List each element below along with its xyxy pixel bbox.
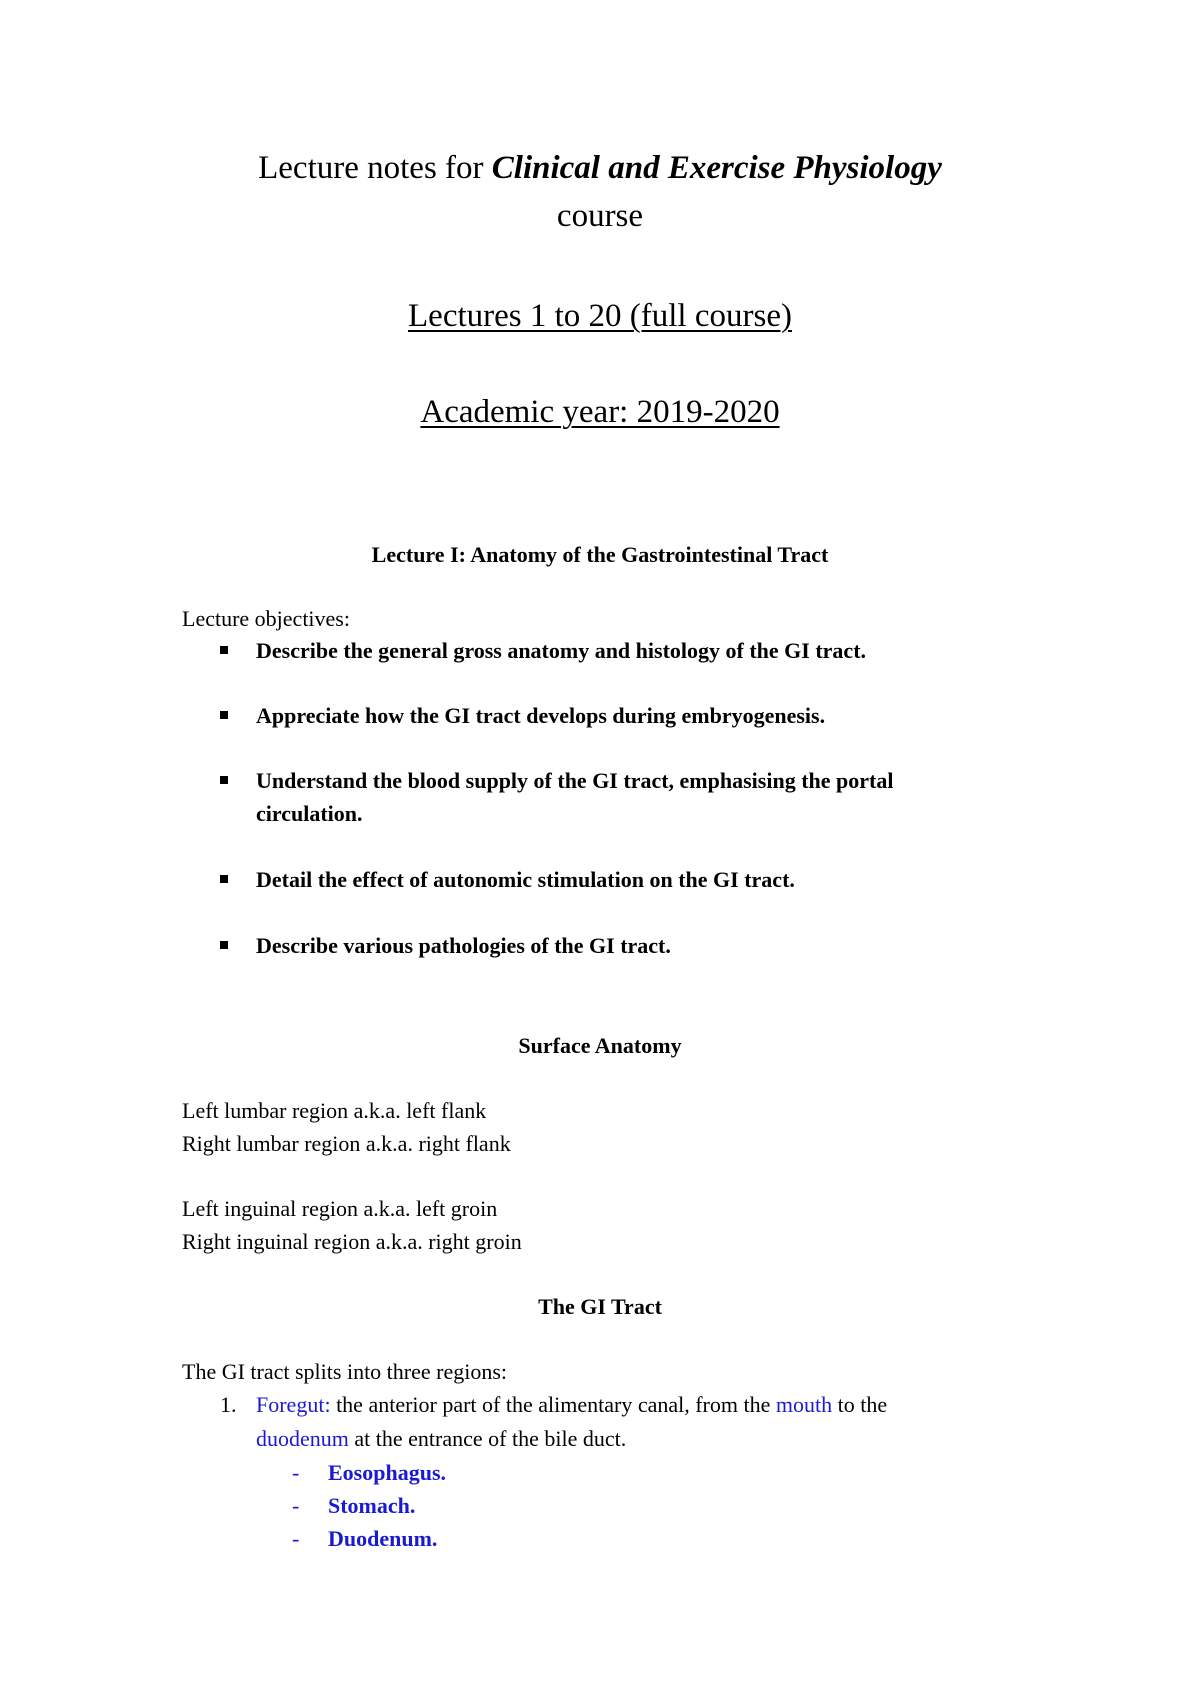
- objective-item: Describe the general gross anatomy and histology of the GI tract.: [256, 638, 867, 663]
- objectives-label: Lecture objectives:: [182, 606, 350, 631]
- surface-line: Right inguinal region a.k.a. right groin: [182, 1229, 522, 1254]
- surface-line: Left lumbar region a.k.a. left flank: [182, 1098, 487, 1123]
- document-title: [0, 148, 1200, 188]
- numbered-item-marker: 1.: [220, 1392, 237, 1417]
- dash-marker: -: [292, 1493, 300, 1518]
- sub-item: Duodenum.: [328, 1526, 438, 1551]
- foregut-line: [256, 1390, 887, 1420]
- foregut-text-b: to the: [832, 1392, 888, 1417]
- foregut-text-a: the anterior part of the alimentary canal, from the: [330, 1392, 776, 1417]
- dash-marker: -: [292, 1526, 300, 1551]
- sub-item: Eosophagus.: [328, 1460, 447, 1485]
- bullet-icon: [220, 941, 228, 949]
- objective-item: Detail the effect of autonomic stimulation on the GI tract.: [256, 867, 795, 892]
- course-name: Clinical and Exercise Physiology: [491, 150, 942, 186]
- title-prefix: Lecture notes for: [258, 150, 492, 186]
- lectures-range: [0, 296, 1200, 336]
- foregut-term: Foregut:: [256, 1392, 331, 1417]
- bullet-icon: [220, 646, 228, 654]
- objective-item: Describe various pathologies of the GI tract.: [256, 933, 671, 958]
- gi-tract-intro: The GI tract splits into three regions:: [182, 1359, 508, 1384]
- academic-year: [0, 392, 1200, 432]
- academic-year-text: Academic year: 2019-2020: [420, 394, 780, 430]
- objective-item-continuation: circulation.: [256, 801, 363, 826]
- gi-tract-heading: The GI Tract: [538, 1294, 662, 1319]
- sub-item: Stomach.: [328, 1493, 416, 1518]
- bullet-icon: [220, 776, 228, 784]
- title-suffix: course: [556, 198, 644, 234]
- surface-line: Right lumbar region a.k.a. right flank: [182, 1131, 511, 1156]
- bullet-icon: [220, 711, 228, 719]
- lectures-range-text: Lectures 1 to 20 (full course): [408, 298, 792, 334]
- mouth-term: mouth: [775, 1392, 833, 1417]
- bullet-icon: [220, 875, 228, 883]
- foregut-text-c: at the entrance of the bile duct.: [348, 1426, 627, 1451]
- objective-item: Appreciate how the GI tract develops during embryogenesis.: [256, 703, 826, 728]
- surface-anatomy-heading: Surface Anatomy: [518, 1033, 682, 1058]
- dash-marker: -: [292, 1460, 300, 1485]
- surface-line: Left inguinal region a.k.a. left groin: [182, 1196, 498, 1221]
- foregut-line-2: [256, 1424, 626, 1454]
- lecture-heading: Lecture I: Anatomy of the Gastrointestinal Tract: [371, 542, 829, 567]
- objective-item: Understand the blood supply of the GI tract, emphasising the portal: [256, 768, 894, 793]
- duodenum-term: duodenum: [256, 1426, 349, 1451]
